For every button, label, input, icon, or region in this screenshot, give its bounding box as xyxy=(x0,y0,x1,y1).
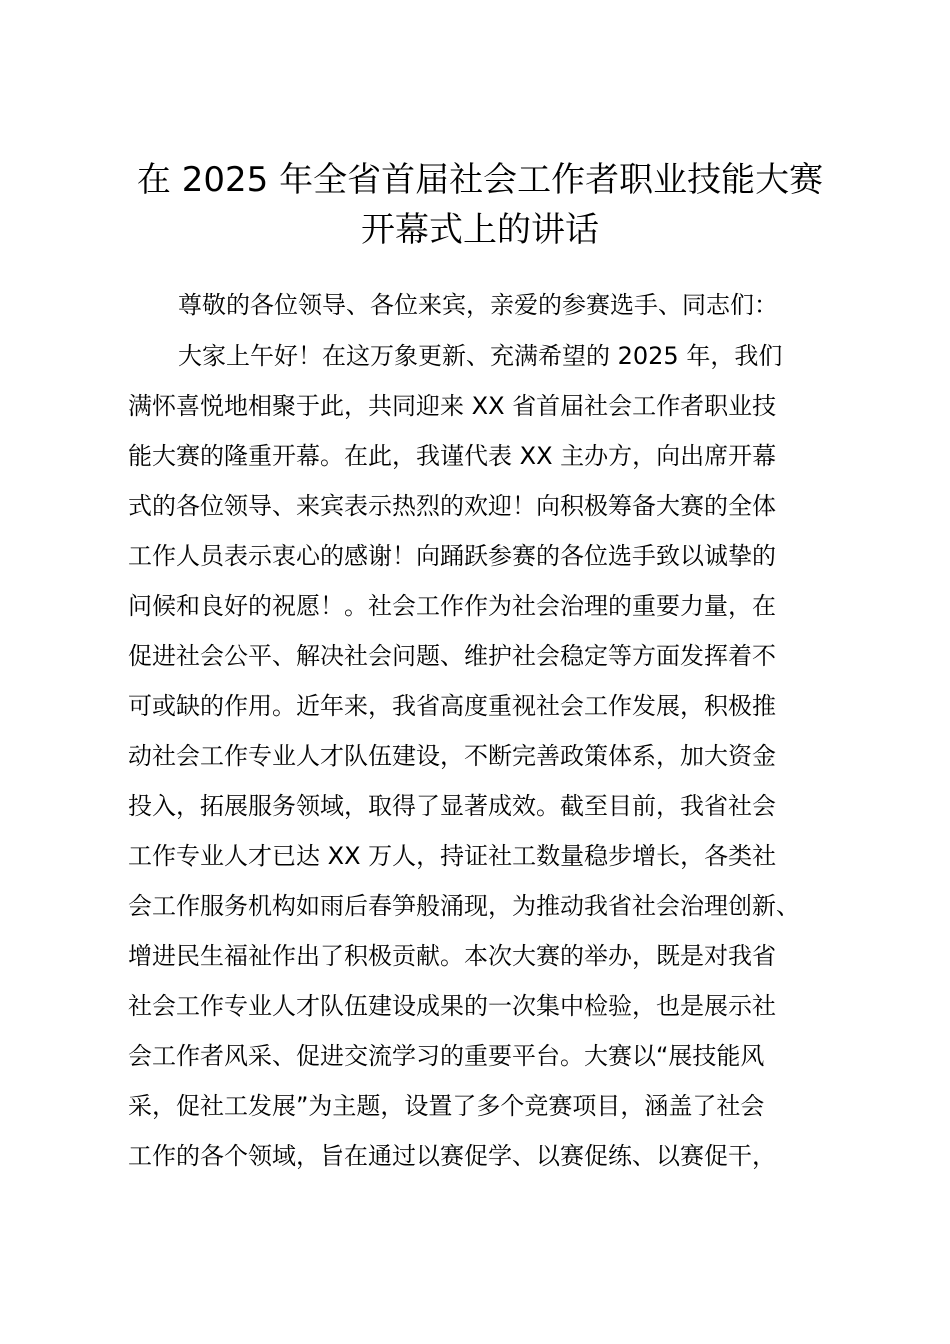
body-line: 满怀喜悦地相聚于此，共同迎来 XX 省首届社会工作者职业技 xyxy=(128,392,777,420)
body-line: 会工作服务机构如雨后春笋般涌现，为推动我省社会治理创新、 xyxy=(128,892,800,920)
body-line: 可或缺的作用。近年来，我省高度重视社会工作发展，积极推 xyxy=(128,692,776,720)
salutation: 尊敬的各位领导、各位来宾，亲爱的参赛选手、同志们： xyxy=(178,291,778,319)
speech-body xyxy=(128,334,848,1184)
title-line-2: 开幕式上的讲话 xyxy=(361,210,599,250)
body-line: 动社会工作专业人才队伍建设，不断完善政策体系，加大资金 xyxy=(128,742,776,770)
body-line: 采，促社工发展”为主题，设置了多个竞赛项目，涵盖了社会 xyxy=(128,1092,765,1120)
body-line: 社会工作专业人才队伍建设成果的一次集中检验，也是展示社 xyxy=(128,992,776,1020)
body-line: 增进民生福祉作出了积极贡献。本次大赛的举办，既是对我省 xyxy=(128,942,776,970)
body-line: 式的各位领导、来宾表示热烈的欢迎！向积极筹备大赛的全体 xyxy=(128,492,776,520)
body-line: 工作专业人才已达 XX 万人，持证社工数量稳步增长，各类社 xyxy=(128,842,777,870)
body-line: 大家上午好！在这万象更新、充满希望的 2025 年，我们 xyxy=(178,342,783,370)
body-line: 能大赛的隆重开幕。在此，我谨代表 XX 主办方，向出席开幕 xyxy=(128,442,777,470)
body-line: 投入，拓展服务领域，取得了显著成效。截至目前，我省社会 xyxy=(128,792,776,820)
document-title xyxy=(110,155,850,255)
body-line: 促进社会公平、解决社会问题、维护社会稳定等方面发挥着不 xyxy=(128,642,776,670)
body-line: 问候和良好的祝愿！。社会工作作为社会治理的重要力量，在 xyxy=(128,592,776,620)
body-line: 工作的各个领域，旨在通过以赛促学、以赛促练、以赛促干， xyxy=(128,1142,776,1170)
body-line: 工作人员表示衷心的感谢！向踊跃参赛的各位选手致以诚挚的 xyxy=(128,542,776,570)
body-line: 会工作者风采、促进交流学习的重要平台。大赛以“展技能风 xyxy=(128,1042,765,1070)
title-line-1: 在 2025 年全省首届社会工作者职业技能大赛 xyxy=(136,160,824,200)
